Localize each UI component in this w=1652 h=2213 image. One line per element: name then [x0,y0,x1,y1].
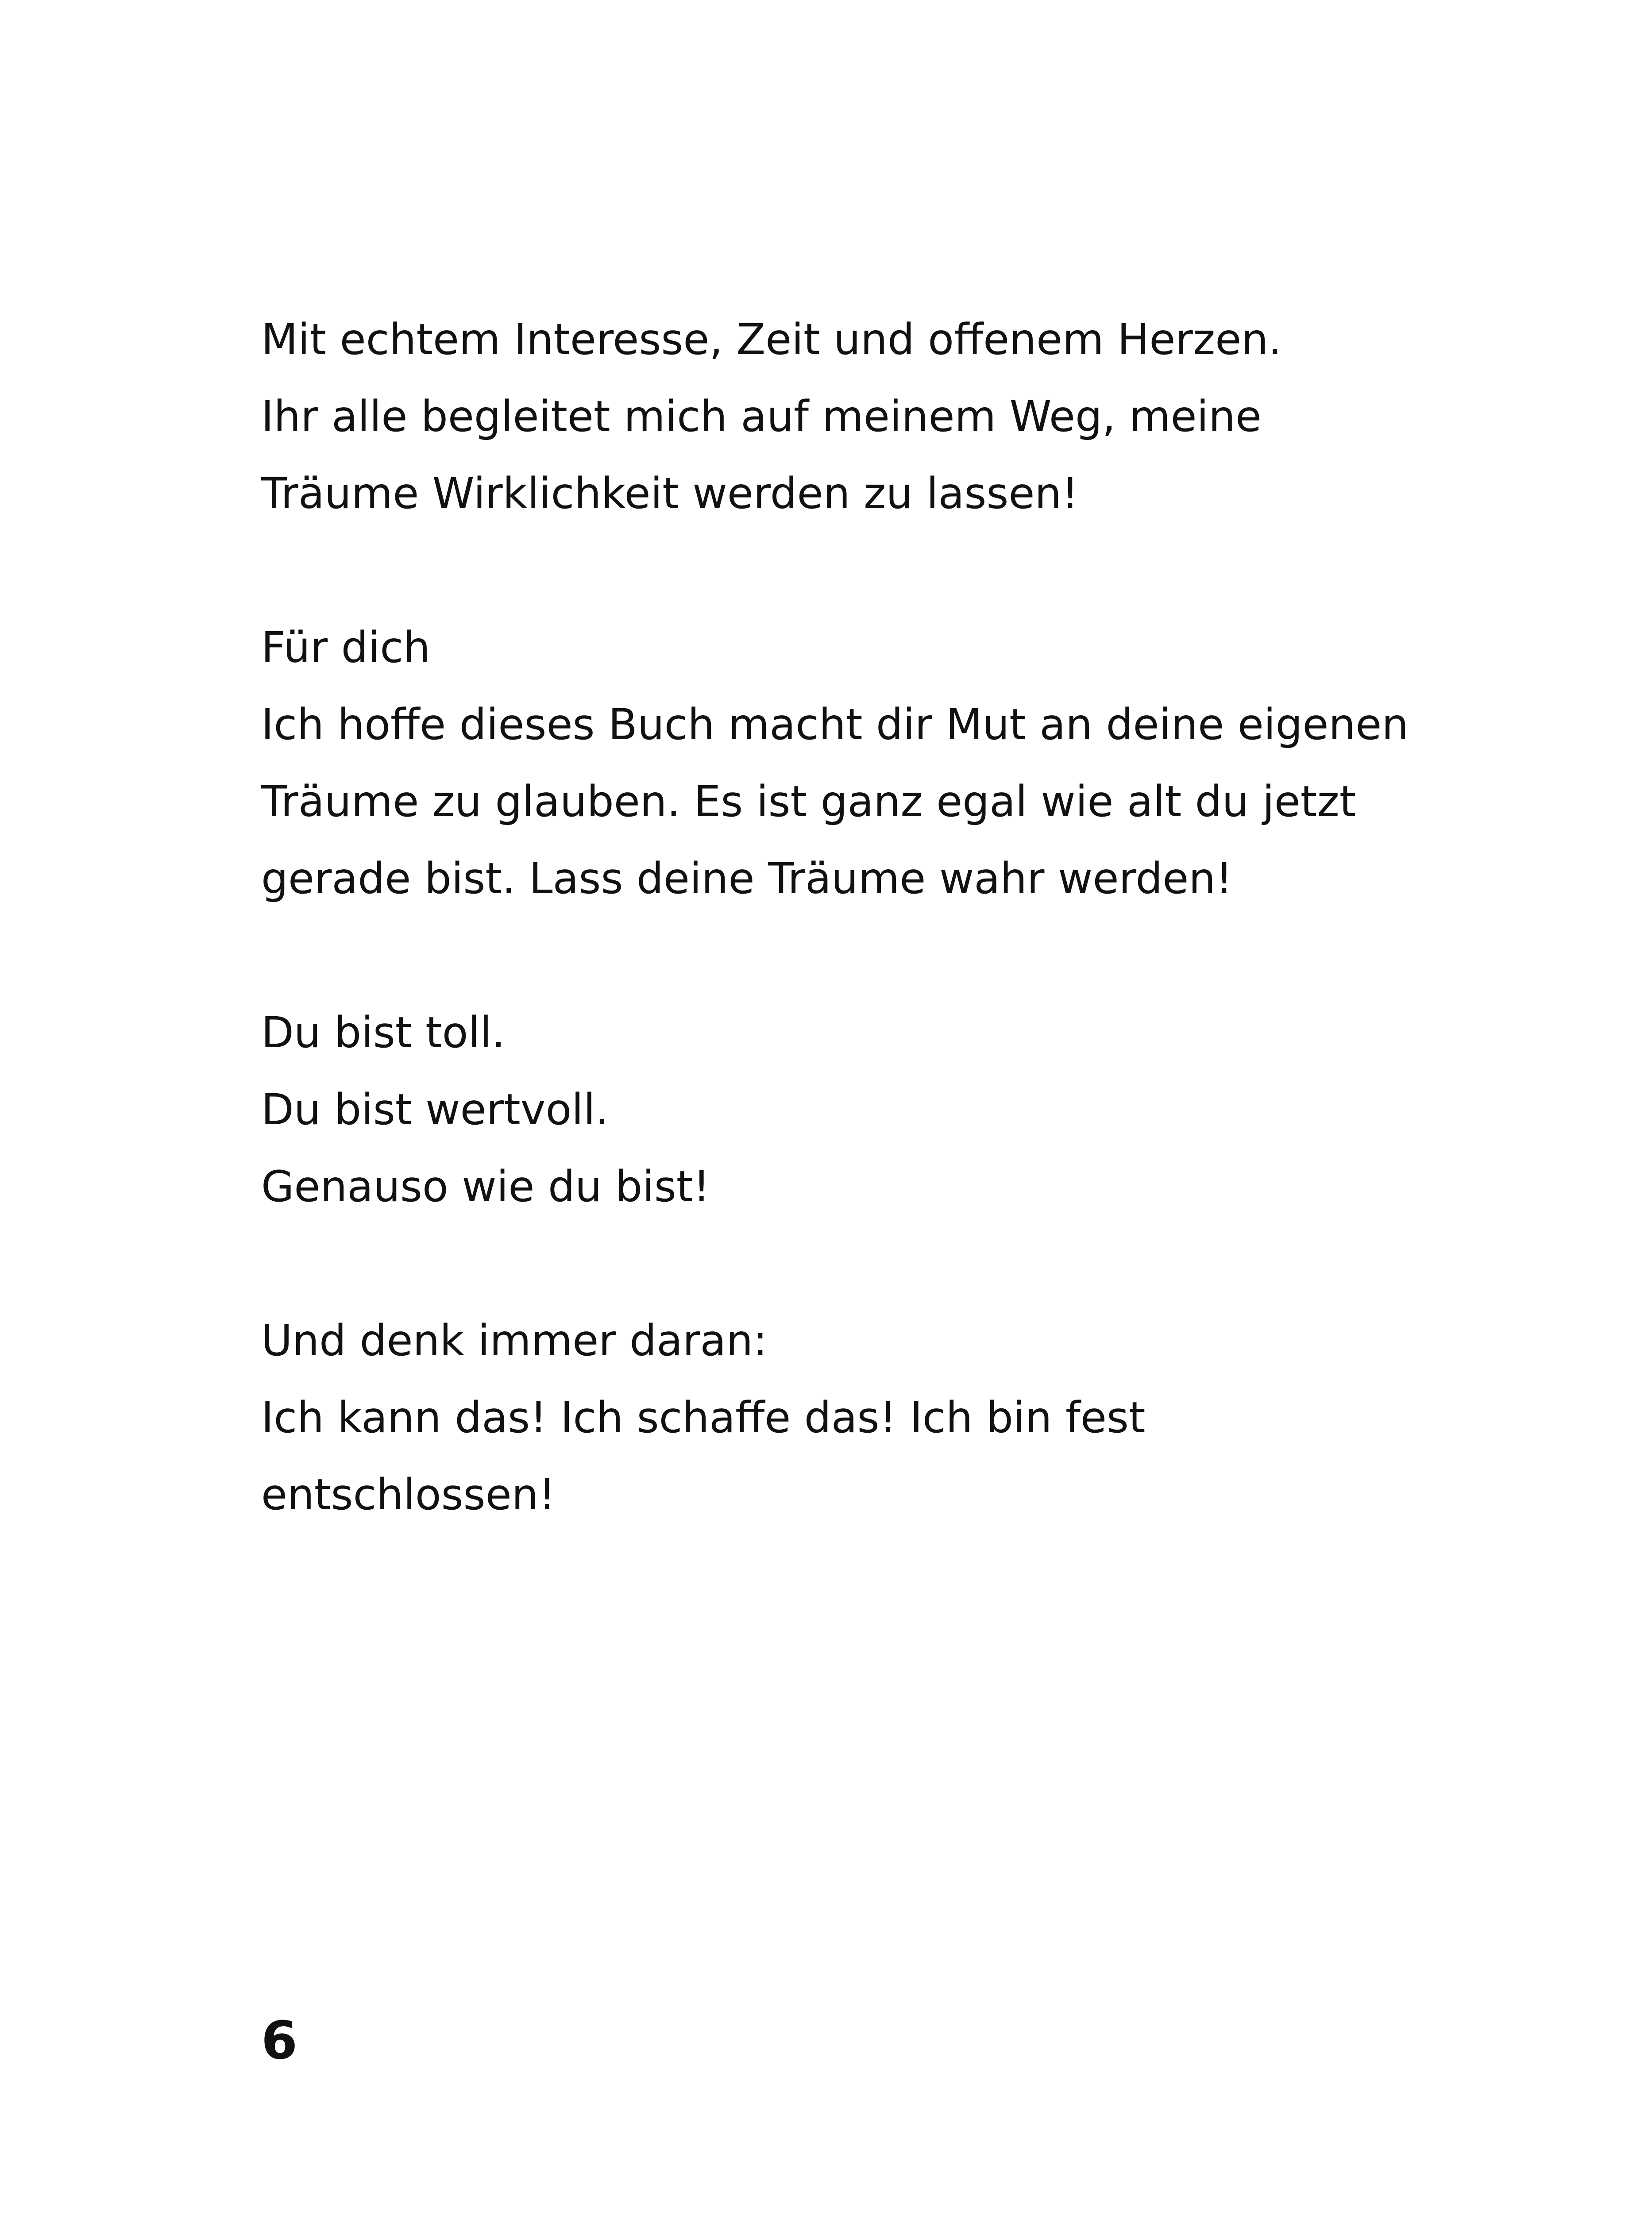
body-text [261,301,1501,1533]
text-line: Träume zu glauben. Es ist ganz egal wie alt du jetzt [261,777,1356,826]
stanza-dedication [261,609,1501,917]
text-line: Genauso wie du bist! [261,1162,710,1211]
text-line: Mit echtem Interesse, Zeit und offenem Herzen. [261,315,1282,364]
stanza-acknowledgement [261,301,1501,532]
text-line: Ich kann das! Ich schaffe das! Ich bin fest [261,1393,1146,1442]
stanza-spacer [261,917,1501,994]
text-line: Für dich [261,623,431,672]
stanza-spacer [261,532,1501,609]
stanza-reminder [261,1302,1501,1533]
stanza-spacer [261,1225,1501,1302]
page-number: 6 [261,2010,298,2071]
stanza-affirmation [261,994,1501,1225]
text-line: Und denk immer daran: [261,1316,768,1365]
text-line: entschlossen! [261,1470,556,1519]
text-line: gerade bist. Lass deine Träume wahr werden! [261,854,1233,903]
text-line: Du bist wertvoll. [261,1085,609,1134]
text-line: Ihr alle begleitet mich auf meinem Weg, meine [261,392,1262,441]
text-line: Ich hoffe dieses Buch macht dir Mut an deine eigenen [261,700,1409,749]
text-line: Träume Wirklichkeit werden zu lassen! [261,469,1079,518]
text-line: Du bist toll. [261,1008,506,1057]
